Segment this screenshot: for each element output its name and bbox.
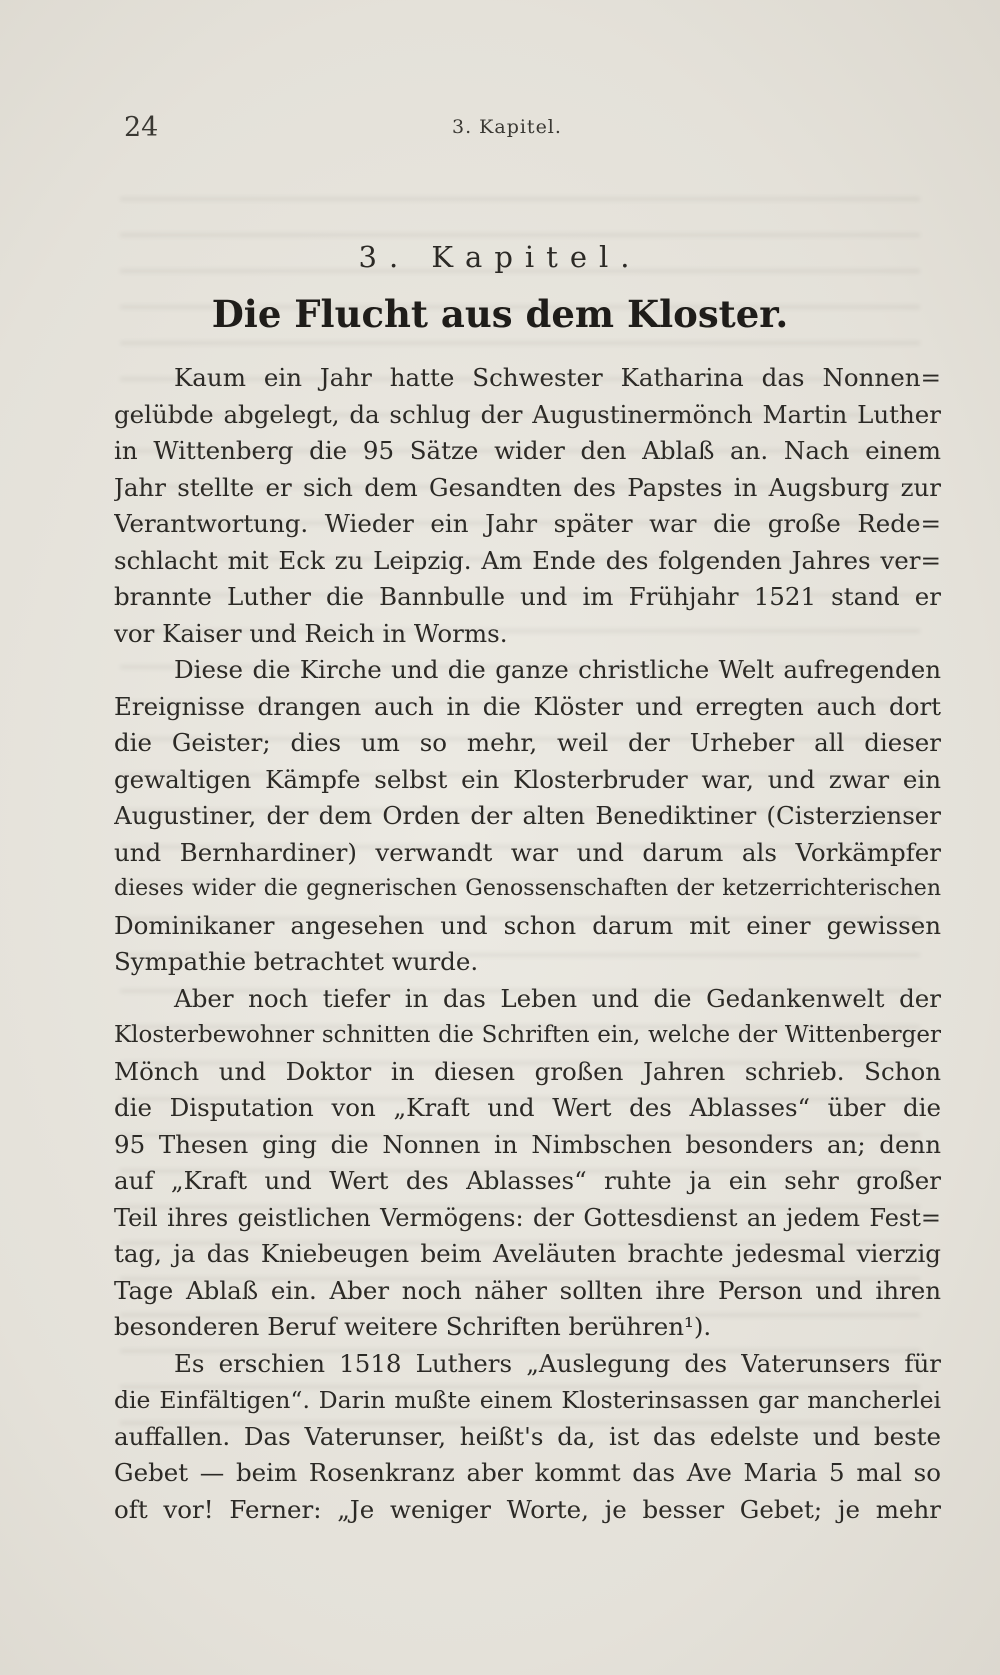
text-line: die Geister; dies um so mehr, weil der Urheber all dieser bbox=[114, 728, 941, 757]
text-line: brannte Luther die Bannbulle und im Frühjahr 1521 stand er bbox=[114, 582, 941, 611]
text-line: 95 Thesen ging die Nonnen in Nimbschen besonders an; denn bbox=[114, 1129, 941, 1159]
chapter-title: Die Flucht aus dem Kloster. bbox=[211, 292, 789, 336]
text-line: Gebet — beim Rosenkranz aber kommt das Ave Maria 5 mal so bbox=[114, 1458, 941, 1487]
text-line: tag, ja das Kniebeugen beim Aveläuten brachte jedesmal vierzig bbox=[114, 1239, 941, 1268]
text-line: Diese die Kirche und die ganze christliche Welt aufregenden bbox=[174, 655, 941, 684]
text-line: Es erschien 1518 Luthers „Auslegung des Vaterunsers für bbox=[174, 1348, 941, 1378]
body-text bbox=[114, 360, 941, 1528]
text-line: Sympathie betrachtet wurde. bbox=[114, 947, 479, 976]
text-line: die Disputation von „Kraft und Wert des Ablasses“ über die bbox=[114, 1093, 941, 1122]
text-line: Mönch und Doktor in diesen großen Jahren schrieb. Schon bbox=[114, 1056, 941, 1086]
text-line: Aber noch tiefer in das Leben und die Gedankenwelt der bbox=[174, 983, 941, 1013]
text-line: Tage Ablaß ein. Aber noch näher sollten ihre Person und ihren bbox=[114, 1275, 941, 1305]
text-line: oft vor! Ferner: „Je weniger Worte, je besser Gebet; je mehr bbox=[114, 1494, 941, 1524]
text-line: Klosterbewohner schnitten die Schriften ein, welche der Wittenberger bbox=[114, 1022, 941, 1048]
text-line: Teil ihres geistlichen Vermögens: der Gottesdienst an jedem Fest= bbox=[114, 1203, 941, 1232]
text-line: Dominikaner angesehen und schon darum mit einer gewissen bbox=[114, 910, 941, 940]
text-line: und Bernhardiner) verwandt war und darum als Vorkämpfer bbox=[114, 837, 941, 867]
text-line: auf „Kraft und Wert des Ablasses“ ruhte ja ein sehr großer bbox=[114, 1166, 941, 1195]
text-line: Verantwortung. Wieder ein Jahr später war die große Rede= bbox=[114, 509, 941, 538]
text-line: schlacht mit Eck zu Leipzig. Am Ende des folgenden Jahres ver= bbox=[114, 545, 941, 575]
text-line: in Wittenberg die 95 Sätze wider den Ablaß an. Nach einem bbox=[114, 436, 941, 465]
running-title: 3. Kapitel. bbox=[452, 116, 562, 138]
text-line: besonderen Beruf weitere Schriften berühren¹). bbox=[114, 1312, 712, 1341]
text-line: gelübde abgelegt, da schlug der Augustinermönch Martin Luther bbox=[114, 399, 941, 429]
running-header bbox=[0, 112, 1000, 152]
text-line: gewaltigen Kämpfe selbst ein Klosterbruder war, und zwar ein bbox=[114, 764, 941, 794]
text-line: Jahr stellte er sich dem Gesandten des Papstes in Augsburg zur bbox=[114, 472, 941, 502]
text-line: Kaum ein Jahr hatte Schwester Katharina das Nonnen= bbox=[174, 363, 941, 392]
text-line: Ereignisse drangen auch in die Klöster und erregten auch dort bbox=[114, 691, 941, 721]
page-number: 24 bbox=[124, 112, 159, 143]
text-line: auffallen. Das Vaterunser, heißt's da, ist das edelste und beste bbox=[114, 1421, 941, 1451]
text-line: dieses wider die gegnerischen Genossenschaften der ketzerrichterischen bbox=[114, 876, 941, 901]
chapter-label: 3. Kapitel. bbox=[358, 240, 642, 274]
text-line: die Einfältigen“. Darin mußte einem Klosterinsassen gar mancherlei bbox=[114, 1386, 941, 1414]
text-line: Augustiner, der dem Orden der alten Benediktiner (Cisterzienser bbox=[114, 801, 941, 830]
text-line: vor Kaiser und Reich in Worms. bbox=[114, 618, 508, 648]
